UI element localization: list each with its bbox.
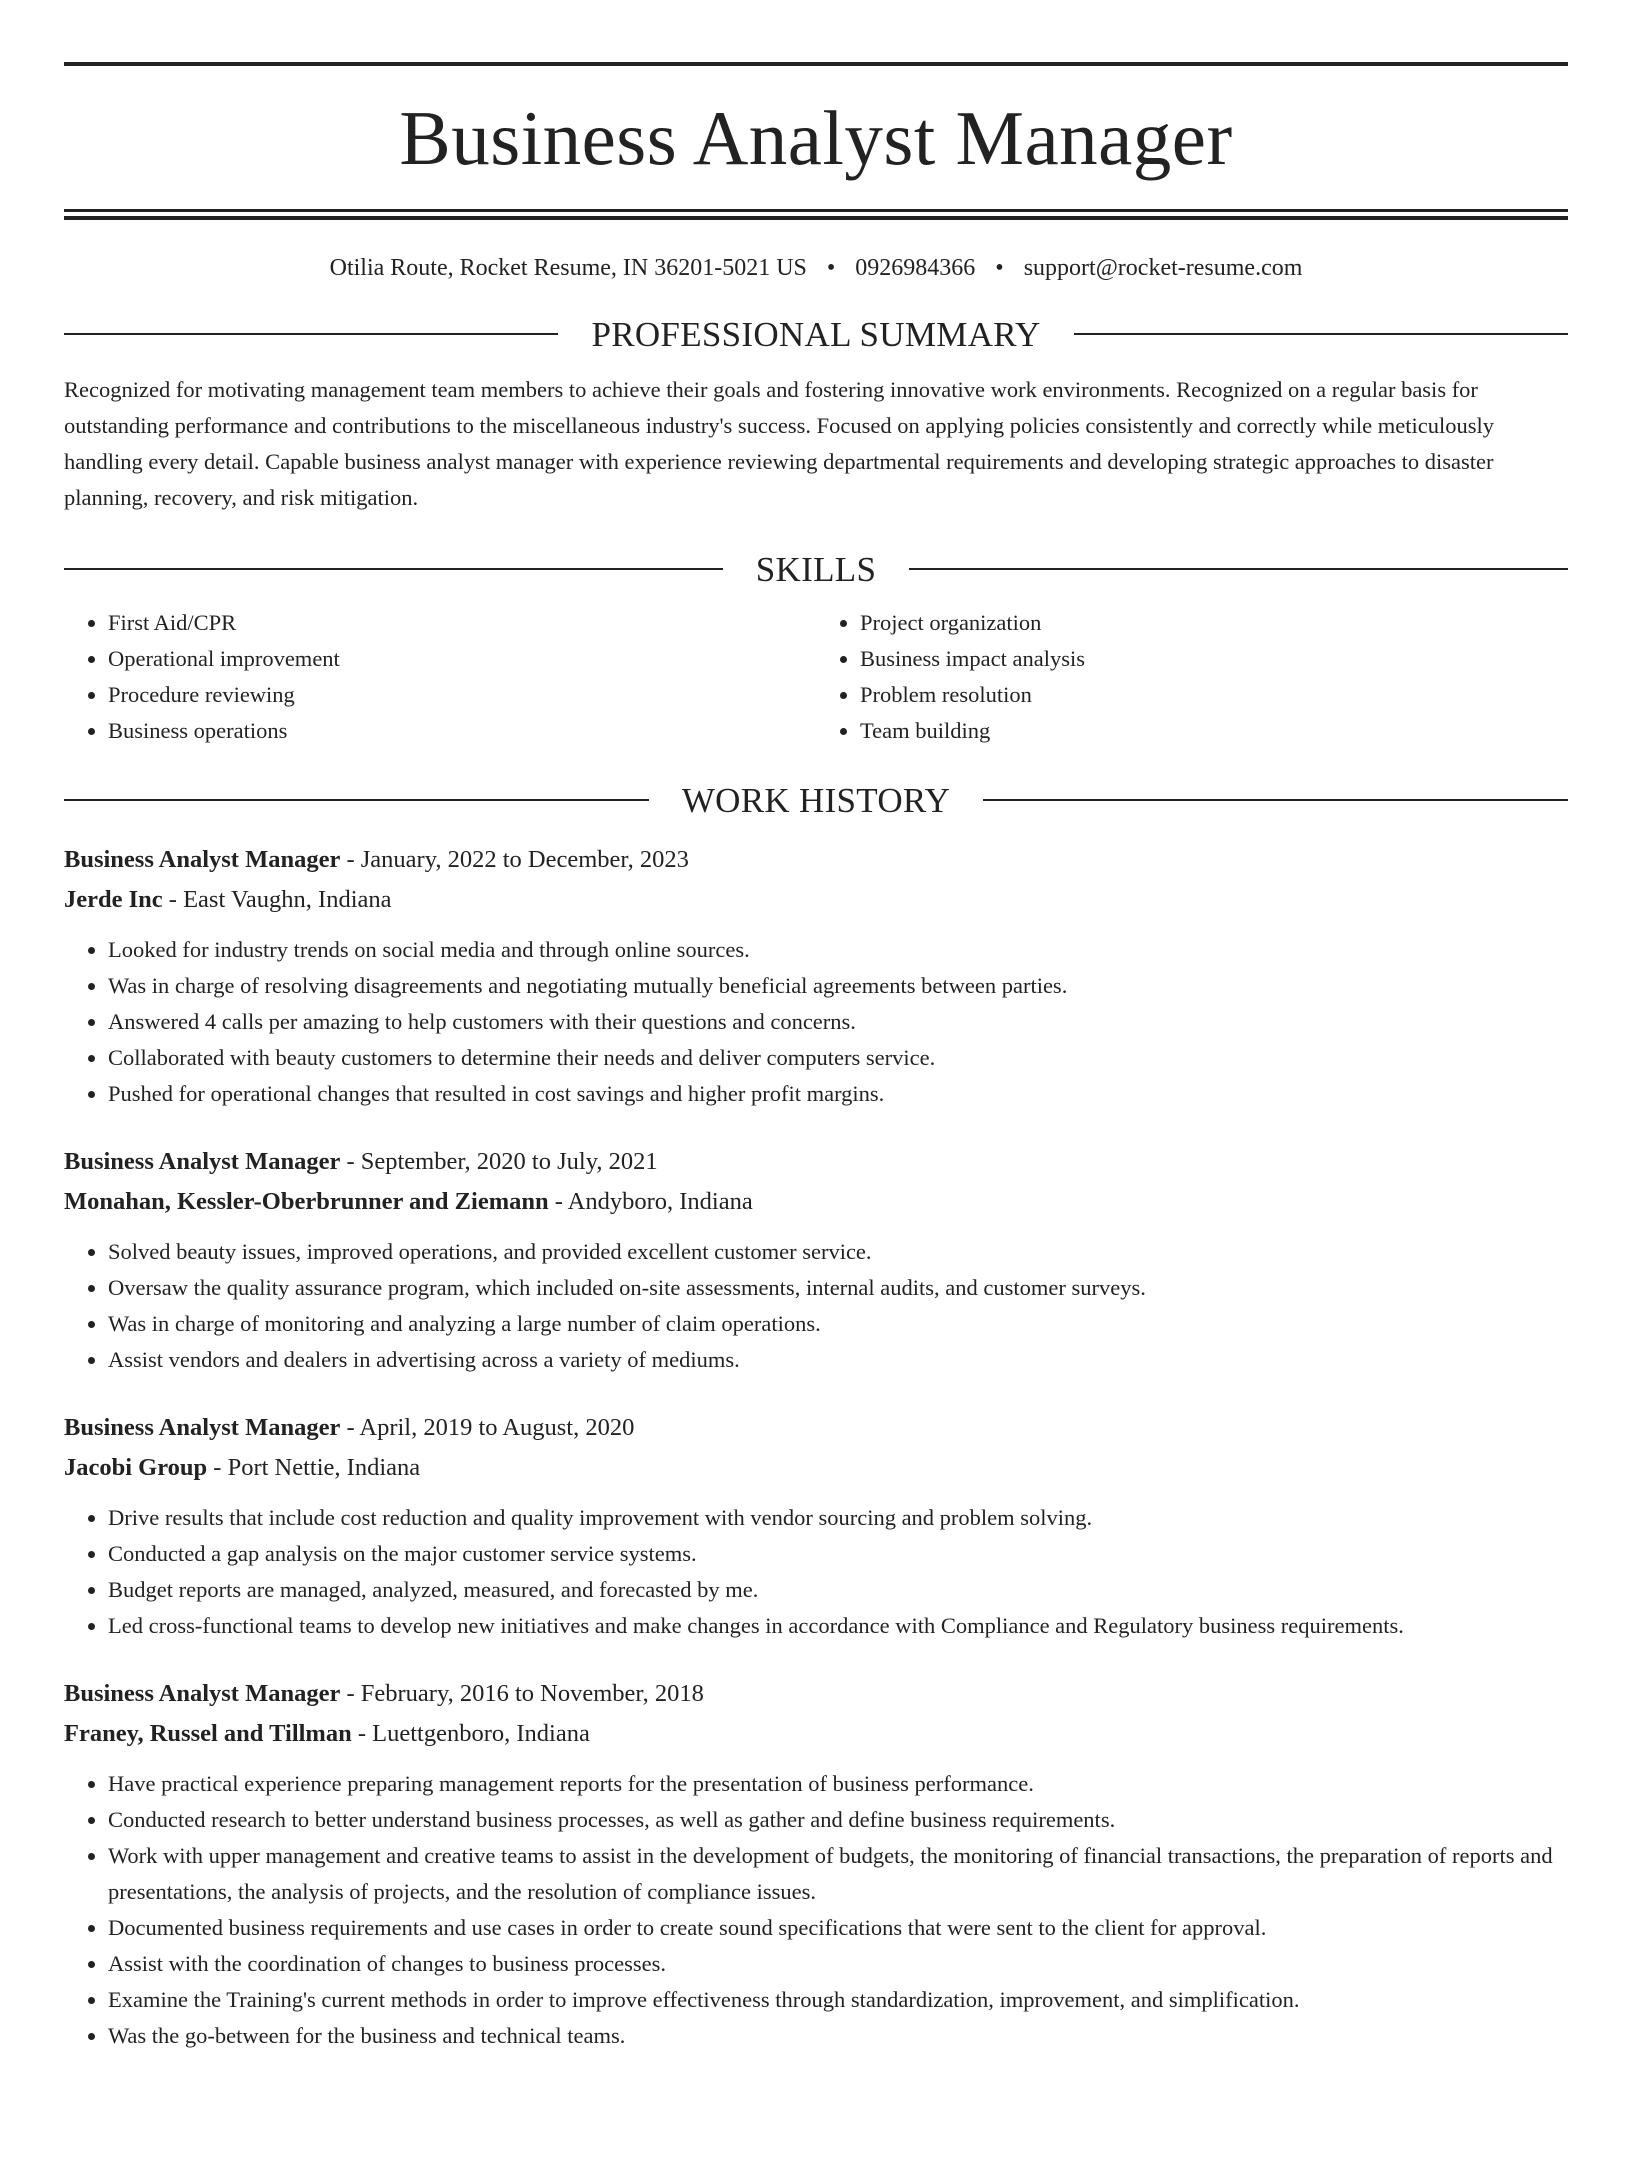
candidate-name: Business Analyst Manager	[399, 95, 1233, 181]
skills-column-left	[64, 605, 816, 749]
job-bullet: • Looked for industry trends on social media and through online sources.	[108, 932, 1568, 968]
job-bullet: • Was in charge of resolving disagreements and negotiating mutually beneficial agreements between parties.	[108, 968, 1568, 1004]
skill-item: • Procedure reviewing	[108, 677, 816, 713]
job-company-line	[64, 1182, 1568, 1222]
contact-email: support@rocket-resume.com	[1023, 255, 1303, 281]
resume-page	[0, 62, 1632, 2174]
top-rule	[64, 62, 1568, 66]
job-company-line	[64, 1448, 1568, 1488]
job-bullet: • Assist with the coordination of changes to business processes.	[108, 1946, 1568, 1982]
heading-rule-right	[983, 799, 1568, 801]
job-bullet: • Conducted research to better understand business processes, as well as gather and define business requirements.	[108, 1802, 1568, 1838]
job-bullet: • Led cross-functional teams to develop new initiatives and make changes in accordance with Compliance and Regulatory business requirements.	[108, 1608, 1568, 1644]
summary-heading-text: PROFESSIONAL SUMMARY	[591, 314, 1041, 354]
work-heading-text: WORK HISTORY	[681, 780, 951, 820]
job-company: Monahan, Kessler-Oberbrunner and Ziemann	[64, 1187, 549, 1215]
job-bullet: • Pushed for operational changes that resulted in cost savings and higher profit margins.	[108, 1076, 1568, 1112]
heading-rule-left	[64, 568, 723, 570]
job-title: Business Analyst Manager	[64, 1679, 341, 1707]
job-bullet: • Have practical experience preparing management reports for the presentation of business performance.	[108, 1766, 1568, 1802]
summary-heading	[64, 314, 1568, 354]
job-entry	[64, 1142, 1568, 1378]
job-bullet: • Was the go-between for the business and technical teams.	[108, 2018, 1568, 2054]
job-bullet: • Was in charge of monitoring and analyzing a large number of claim operations.	[108, 1306, 1568, 1342]
job-company: Franey, Russel and Tillman	[64, 1719, 352, 1747]
skill-item: • Project organization	[860, 605, 1568, 641]
heading-rule-right	[909, 568, 1568, 570]
contact-separator: •	[826, 255, 836, 281]
job-bullet: • Work with upper management and creative teams to assist in the development of budgets, the monitoring of financial transactions, the preparation of reports and presentations, the analysis of projects, and the resolution of compliance issues.	[108, 1838, 1568, 1910]
skill-item: • Business impact analysis	[860, 641, 1568, 677]
work-heading	[64, 780, 1568, 820]
job-company-line	[64, 1714, 1568, 1754]
job-bullet: • Documented business requirements and use cases in order to create sound specifications that were sent to the client for approval.	[108, 1910, 1568, 1946]
skill-item: • Operational improvement	[108, 641, 816, 677]
job-dates: - September, 2020 to July, 2021	[340, 1147, 658, 1175]
job-dates: - April, 2019 to August, 2020	[340, 1413, 635, 1441]
job-bullet: • Examine the Training's current methods in order to improve effectiveness through standardization, improvement, and simplification.	[108, 1982, 1568, 2018]
job-title: Business Analyst Manager	[64, 1147, 341, 1175]
skill-item: • Team building	[860, 713, 1568, 749]
job-bullet: • Budget reports are managed, analyzed, measured, and forecasted by me.	[108, 1572, 1568, 1608]
job-company: Jacobi Group	[64, 1453, 208, 1481]
job-title-line	[64, 1408, 1568, 1448]
contact-line	[64, 254, 1568, 283]
job-entry	[64, 840, 1568, 1112]
job-title-line	[64, 1142, 1568, 1182]
job-entry	[64, 1408, 1568, 1644]
job-bullets	[64, 932, 1568, 1112]
job-bullets	[64, 1766, 1568, 2054]
job-title-line	[64, 1674, 1568, 1714]
job-company-line	[64, 880, 1568, 920]
heading-rule-left	[64, 333, 558, 335]
job-title: Business Analyst Manager	[64, 845, 341, 873]
heading-rule-left	[64, 799, 649, 801]
job-bullet: • Assist vendors and dealers in advertising across a variety of mediums.	[108, 1342, 1568, 1378]
job-bullets	[64, 1234, 1568, 1378]
job-title: Business Analyst Manager	[64, 1413, 341, 1441]
header-double-rule	[64, 209, 1568, 220]
job-bullet: • Drive results that include cost reduction and quality improvement with vendor sourcing and problem solving.	[108, 1500, 1568, 1536]
skills-heading-text: SKILLS	[755, 549, 877, 589]
heading-rule-right	[1074, 333, 1568, 335]
job-entry	[64, 1674, 1568, 2054]
contact-phone: 0926984366	[855, 255, 976, 281]
job-bullets	[64, 1500, 1568, 1644]
summary-text: Recognized for motivating management team members to achieve their goals and fostering innovative work environments. Recognized on a regular basis for outstanding performance and contributions to the miscellaneous industry's success. Focused on applying policies consistently and correctly while meticulously handling every detail. Capable business analyst manager with experience reviewing departmental requirements and developing strategic approaches to disaster planning, recovery, and risk mitigation.	[64, 376, 1495, 510]
job-location: - Andyboro, Indiana	[548, 1187, 753, 1215]
job-bullet: • Oversaw the quality assurance program, which included on-site assessments, internal audits, and customer surveys.	[108, 1270, 1568, 1306]
contact-separator: •	[995, 255, 1004, 281]
job-location: - East Vaughn, Indiana	[162, 885, 392, 913]
skill-item: • First Aid/CPR	[108, 605, 816, 641]
skill-item: • Problem resolution	[860, 677, 1568, 713]
skills-list	[64, 605, 1568, 749]
job-location: - Port Nettie, Indiana	[207, 1453, 421, 1481]
job-company: Jerde Inc	[64, 885, 163, 913]
job-location: - Luettgenboro, Indiana	[351, 1719, 590, 1747]
skills-column-right	[816, 605, 1568, 749]
job-bullet: • Collaborated with beauty customers to determine their needs and deliver computers service.	[108, 1040, 1568, 1076]
skills-heading	[64, 549, 1568, 589]
job-title-line	[64, 840, 1568, 880]
job-bullet: • Solved beauty issues, improved operations, and provided excellent customer service.	[108, 1234, 1568, 1270]
skill-item: • Business operations	[108, 713, 816, 749]
job-bullet: • Answered 4 calls per amazing to help customers with their questions and concerns.	[108, 1004, 1568, 1040]
contact-address: Otilia Route, Rocket Resume, IN 36201-5021 US	[329, 255, 807, 281]
job-bullet: • Conducted a gap analysis on the major customer service systems.	[108, 1536, 1568, 1572]
job-dates: - February, 2016 to November, 2018	[340, 1679, 704, 1707]
job-dates: - January, 2022 to December, 2023	[340, 845, 689, 873]
